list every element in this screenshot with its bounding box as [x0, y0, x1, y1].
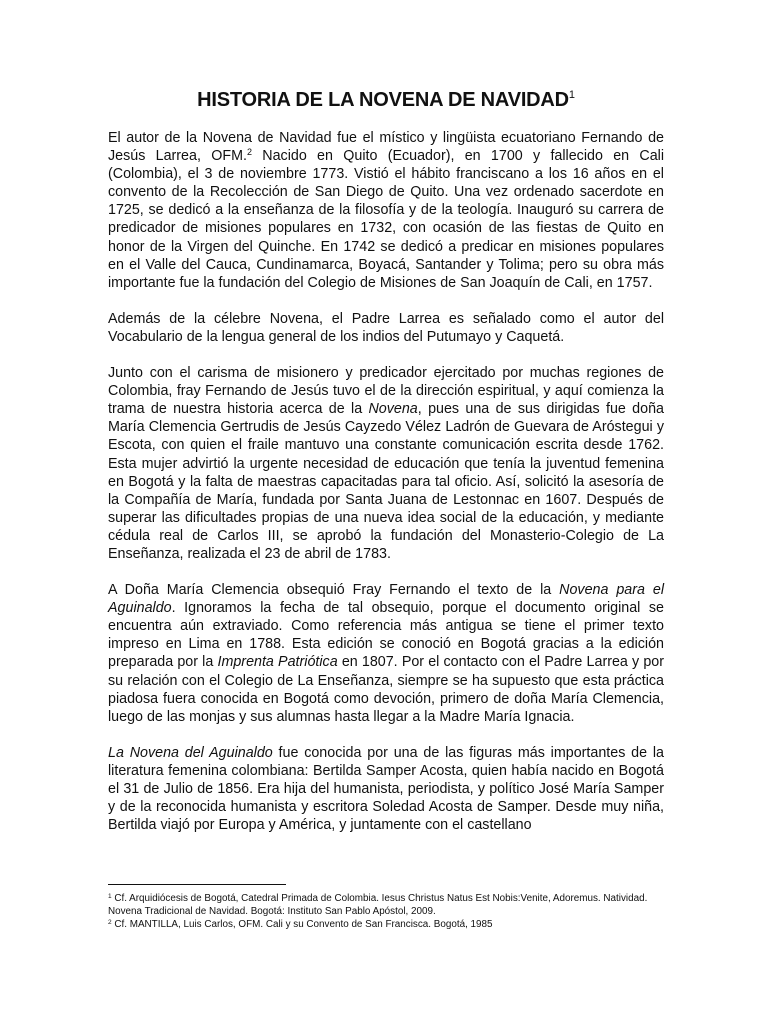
paragraph-5	[108, 744, 664, 834]
paragraph-2: Además de la célebre Novena, el Padre Larrea es señalado como el autor del Vocabulario de la lengua general de los indios del Putumayo y Caquetá.	[108, 310, 664, 345]
paragraph-4-text-b: . Ignoramos la fecha de tal obsequio, porque el documento original se encuentra aún extraviado. Como referencia más antigua se tiene el primer texto impreso en Lima en 1788. Esta edición se conoció en Bogotá gracias a la edición preparada por la	[108, 600, 664, 671]
paragraph-5-italic: La Novena del Aguinaldo	[108, 744, 273, 761]
footnote-1-text: Cf. Arquidiócesis de Bogotá, Catedral Primada de Colombia. Iesus Christus Natus Est Nobis:Venite, Adoremus. Natividad. Novena Tradicional de Navidad. Bogotá: Instituto San Pablo Apóstol, 2009.	[108, 893, 648, 917]
footnotes	[108, 884, 664, 931]
paragraph-1	[108, 129, 664, 292]
paragraph-3-text-a: Junto con el carisma de misionero y predicador ejercitado por muchas regiones de Colombia, fray Fernando de Jesús tuvo el de la dirección espiritual, y aquí comienza la trama de nuestra historia acerca de la	[108, 365, 664, 418]
paragraph-4-italic-1: Novena para el Aguinaldo	[108, 582, 665, 617]
paragraph-3	[108, 364, 664, 563]
paragraph-3-text-b: , pues una de sus dirigidas fue doña María Clemencia Gertrudis de Jesús Cayzedo Vélez Ladrón de Guevara de Aróstegui y Escota, con quien el fraile mantuvo una constante comunicación escrita desde 1762. Esta mujer advirtió la urgente necesidad de educación que tenía la juventud femenina en Bogotá y la falta de maestras capacitadas para tal oficio. Así, solicitó la asesoría de la Compañía de María, fundada por Santa Juana de Lestonnac en 1607. Después de superar las dificultades propias de una nueva idea social de la educación, y mediante cédula real de Carlos III, se aprobó la fundación del Monasterio-Colegio de La Enseñanza, realizada el 23 de abril de 1783.	[108, 401, 664, 562]
document-page	[108, 88, 664, 852]
footnote-1	[108, 892, 664, 918]
paragraph-5-text: fue conocida por una de las figuras más importantes de la literatura femenina colombiana: Bertilda Samper Acosta, quien había nacido en Bogotá el 31 de Julio de 1856. Era hija del humanista, periodista, y político José María Samper y de la reconocida humanista y escritora Soledad Acosta de Samper. Desde muy niña, Bertilda viajó por Europa y América, y juntamente con el castellano	[108, 744, 664, 834]
title-text: HISTORIA DE LA NOVENA DE NAVIDAD	[197, 89, 569, 111]
paragraph-1-text-a: El autor de la Novena de Navidad fue el místico y lingüista ecuatoriano Fernando de Jesús Larrea, OFM.	[108, 130, 664, 165]
paragraph-4-italic-2: Imprenta Patriótica	[217, 654, 338, 671]
footnote-2	[108, 918, 664, 931]
title-footnote-mark: 1	[568, 89, 575, 101]
paragraph-1-text-b: Nacido en Quito (Ecuador), en 1700 y fallecido en Cali (Colombia), el 3 de noviembre 1773. Vistió el hábito franciscano a los 16 años en el convento de la Recolección de San Diego de Quito. Una vez ordenado sacerdote en 1725, se dedicó a la enseñanza de la filosofía y de la teología. Inauguró su carrera de predicador de misiones populares en 1732, con ocasión de las fiestas de Quito en honor de la Virgen del Quinche. En 1742 se dedicó a predicar en misiones populares en el Valle del Cauca, Cundinamarca, Boyacá, Santander y Tolima; pero su obra más importante fue la fundación del Colegio de Misiones de San Joaquín de Cali, en 1757.	[108, 148, 665, 291]
paragraph-3-italic: Novena	[368, 401, 418, 418]
document-title	[108, 88, 664, 112]
paragraph-4-text-c: en 1807. Por el contacto con el Padre Larrea y por su relación con el Colegio de La Enseñanza, siempre se ha supuesto que esta práctica piadosa fuera conocida en Bogotá como devoción, primero de doña María Clemencia, luego de las monjas y sus alumnas hasta llegar a la Madre María Ignacia.	[108, 654, 665, 725]
footnote-2-text: Cf. MANTILLA, Luis Carlos, OFM. Cali y su Convento de San Francisca. Bogotá, 1985	[111, 919, 493, 930]
footnote-mark-2: 2	[246, 147, 252, 158]
footnote-2-mark: 2	[108, 919, 112, 926]
footnote-1-mark: 1	[108, 893, 112, 900]
footnote-separator	[108, 884, 286, 885]
paragraph-4	[108, 581, 664, 726]
paragraph-4-text-a: A Doña María Clemencia obsequió Fray Fernando el texto de la	[108, 582, 560, 599]
